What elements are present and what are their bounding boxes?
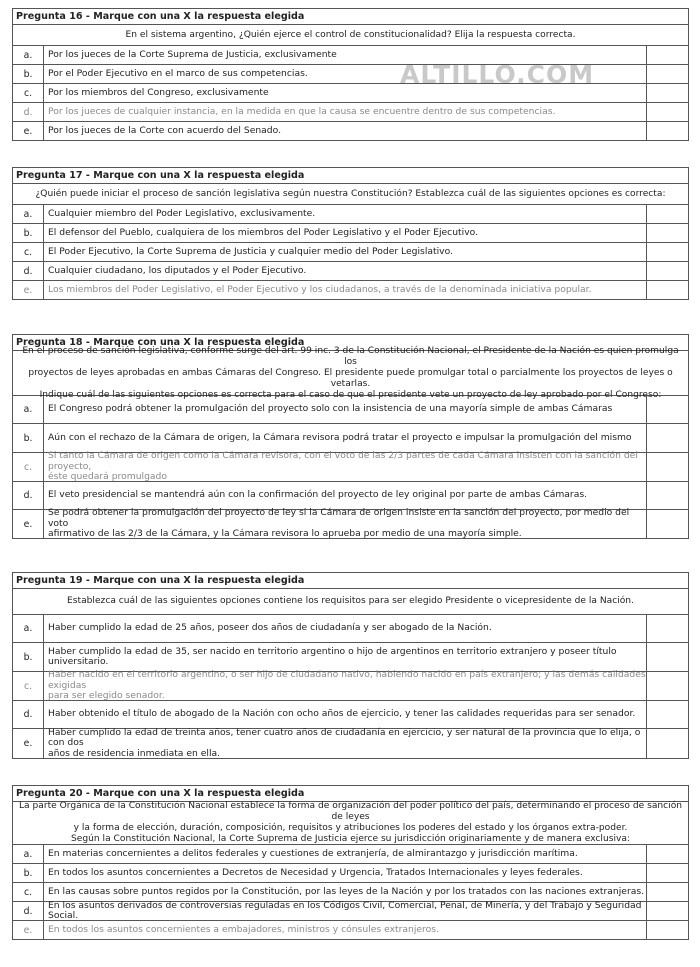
option-line: Se podrá obtener la promulgación del proyecto de ley si la Cámara de origen insiste en la sanción del proyecto, por medio del voto xyxy=(48,507,630,529)
question-prompt xyxy=(13,802,688,845)
answer-checkbox[interactable] xyxy=(647,883,688,901)
question-header: Pregunta 16 - Marque con una X la respuesta elegida xyxy=(13,9,688,25)
answer-row-e[interactable] xyxy=(13,281,688,300)
option-line: El Poder Ejecutivo, la Corte Suprema de Justicia y cualquier medio del Poder Legislativo. xyxy=(48,245,453,257)
option-line: afirmativo de las 2/3 de la Cámara, y la Cámara revisora lo aprueba por medio de una mayoría simple. xyxy=(48,528,522,540)
answer-checkbox[interactable] xyxy=(647,845,688,863)
option-letter: b. xyxy=(13,65,44,83)
answer-checkbox[interactable] xyxy=(647,46,688,64)
option-text xyxy=(44,845,647,863)
option-line: En los asuntos derivados de controversias reguladas en los Códigos Civil, Comercial, Penal, de Minería, y del Trabajo y Seguridad Social. xyxy=(48,899,642,921)
option-text xyxy=(44,507,647,540)
answer-row-a[interactable] xyxy=(13,205,688,224)
answer-checkbox[interactable] xyxy=(647,701,688,728)
option-text xyxy=(44,864,647,882)
option-letter: c. xyxy=(13,243,44,261)
option-line: Haber obtenido el título de abogado de la Nación con ocho años de ejercicio, y tener las calidades requeridas para ser senador. xyxy=(48,708,636,720)
answer-checkbox[interactable] xyxy=(647,615,688,642)
option-line: para ser elegido senador. xyxy=(48,690,165,702)
option-line: Cualquier miembro del Poder Legislativo, exclusivamente. xyxy=(48,207,316,219)
option-line: En todos los asuntos concernientes a embajadores, ministros y cónsules extranjeros. xyxy=(48,923,439,935)
question-prompt xyxy=(13,345,688,400)
option-text xyxy=(44,669,647,702)
answer-checkbox[interactable] xyxy=(647,243,688,261)
prompt-line: En el sistema argentino, ¿Quién ejerce el control de constitucionalidad? Elija la respuesta correcta. xyxy=(125,29,576,40)
answer-row-a[interactable] xyxy=(13,396,688,424)
option-line: Haber cumplido la edad de treinta años, tener cuatro años de ciudadanía en ejercicio, y ser natural de la provincia que lo elija, o con dos xyxy=(48,726,641,749)
option-text xyxy=(44,450,647,483)
question-prompt xyxy=(13,25,688,46)
answer-checkbox[interactable] xyxy=(647,729,688,758)
answer-row-b[interactable] xyxy=(13,864,688,883)
option-line: Haber nacido en el territorio argentino, o ser hijo de ciudadano nativo, habiendo nacido en país extranjero; y las demás calidades exigidas xyxy=(48,669,646,691)
watermark: ALTILLO.COM xyxy=(400,60,595,89)
answer-row-c[interactable] xyxy=(13,243,688,262)
answer-checkbox[interactable] xyxy=(647,84,688,102)
answer-row-c[interactable] xyxy=(13,669,688,702)
prompt-line: En el proceso de sanción legislativa, conforme surge del art. 99 inc. 3 de la Constitución Nacional, el Presidente de la Nación es quien promulga los xyxy=(22,345,679,367)
option-letter: b. xyxy=(13,643,44,671)
option-letter: d. xyxy=(13,482,44,509)
option-letter: c. xyxy=(13,453,44,481)
question-header: Pregunta 18 - Marque con una X la respuesta elegida xyxy=(13,335,688,351)
option-letter: a. xyxy=(13,845,44,863)
answer-checkbox[interactable] xyxy=(647,453,688,481)
option-letter: e. xyxy=(13,921,44,939)
option-text xyxy=(44,46,647,64)
option-text xyxy=(44,205,647,223)
option-text xyxy=(44,615,647,642)
answer-row-e[interactable] xyxy=(13,122,688,141)
option-text xyxy=(44,84,647,102)
option-text xyxy=(44,396,647,423)
prompt-line: La parte Orgánica de la Constitución Nacional establece la forma de organización del poder político del país, determinando el proceso de sanción de leyes xyxy=(18,801,683,822)
question-header: Pregunta 20 - Marque con una X la respuesta elegida xyxy=(13,786,688,802)
option-letter: e. xyxy=(13,122,44,140)
answer-row-d[interactable] xyxy=(13,701,688,729)
answer-checkbox[interactable] xyxy=(647,672,688,700)
answer-checkbox[interactable] xyxy=(647,921,688,939)
answer-checkbox[interactable] xyxy=(647,65,688,83)
answer-checkbox[interactable] xyxy=(647,224,688,242)
option-line: En las causas sobre puntos regidos por la Constitución, por las leyes de la Nación y por los tratados con las naciones extranjeras. xyxy=(48,885,645,897)
prompt-line: Según la Constitución Nacional, la Corte Suprema de Justicia ejerce su jurisdicción originariamente y de manera exclusiva: xyxy=(70,834,630,844)
answer-checkbox[interactable] xyxy=(647,122,688,140)
option-line: Haber cumplido la edad de 35, ser nacido en territorio argentino o hijo de argentinos en territorio extranjero y poseer título universitario. xyxy=(48,645,617,667)
option-line: Por el Poder Ejecutivo en el marco de sus competencias. xyxy=(48,67,308,79)
option-line: Por los jueces de cualquier instancia, en la medida en que la causa se encuentre dentro de sus competencias. xyxy=(48,105,556,117)
answer-row-c[interactable] xyxy=(13,84,688,103)
option-text xyxy=(44,65,647,83)
answer-checkbox[interactable] xyxy=(647,864,688,882)
option-line: Cualquier ciudadano, los diputados y el Poder Ejecutivo. xyxy=(48,264,307,276)
answer-row-c[interactable] xyxy=(13,450,688,483)
option-line: El Congreso podrá obtener la promulgación del proyecto solo con la insistencia de una mayoría simple de ambas Cámaras xyxy=(48,403,613,415)
question-prompt xyxy=(13,589,688,615)
option-letter: c. xyxy=(13,84,44,102)
option-text xyxy=(44,701,647,728)
option-text xyxy=(44,921,647,939)
answer-checkbox[interactable] xyxy=(647,482,688,509)
option-letter: a. xyxy=(13,396,44,423)
answer-row-d[interactable] xyxy=(13,103,688,122)
answer-checkbox[interactable] xyxy=(647,262,688,280)
question-17 xyxy=(12,167,689,300)
question-18 xyxy=(12,334,689,539)
option-line: Por los jueces de la Corte Suprema de Justicia, exclusivamente xyxy=(48,48,337,60)
option-text xyxy=(44,482,647,509)
option-line: Haber cumplido la edad de 25 años, poseer dos años de ciudadanía y ser abogado de la Nación. xyxy=(48,622,492,634)
answer-row-e[interactable] xyxy=(13,726,688,759)
option-line: Si tanto la Cámara de origen como la Cámara revisora, con el voto de las 2/3 partes de cada Cámara insisten con la sanción del proyecto, xyxy=(48,450,638,472)
option-letter: b. xyxy=(13,224,44,242)
prompt-line: Indique cuál de las siguientes opciones es correcta para el caso de que el presidente vete un proyecto de ley aprobado por el Congreso: xyxy=(39,389,662,400)
question-header: Pregunta 19 - Marque con una X la respuesta elegida xyxy=(13,573,688,589)
option-text xyxy=(44,883,647,901)
option-text xyxy=(44,424,647,452)
option-text xyxy=(44,643,647,671)
answer-checkbox[interactable] xyxy=(647,205,688,223)
question-20 xyxy=(12,785,689,940)
option-line: El veto presidencial se mantendrá aún con la confirmación del proyecto de ley original por parte de ambas Cámaras. xyxy=(48,489,588,501)
answer-row-a[interactable] xyxy=(13,845,688,864)
option-letter: e. xyxy=(13,510,44,538)
answer-checkbox[interactable] xyxy=(647,643,688,671)
option-line: Por los jueces de la Corte con acuerdo del Senado. xyxy=(48,124,282,136)
option-letter: c. xyxy=(13,883,44,901)
answer-row-a[interactable] xyxy=(13,615,688,643)
option-letter: e. xyxy=(13,729,44,758)
answer-checkbox[interactable] xyxy=(647,902,688,920)
answer-checkbox[interactable] xyxy=(647,103,688,121)
option-letter: b. xyxy=(13,424,44,452)
prompt-line: Establezca cuál de las siguientes opciones contiene los requisitos para ser elegido Presidente o vicepresidente de la Nación. xyxy=(67,596,634,606)
option-letter: a. xyxy=(13,205,44,223)
option-text xyxy=(44,243,647,261)
answer-checkbox[interactable] xyxy=(647,396,688,423)
option-line: Aún con el rechazo de la Cámara de origen, la Cámara revisora podrá tratar el proyecto e impulsar la promulgación del mismo xyxy=(48,431,632,443)
option-text xyxy=(44,103,647,121)
option-line: Por los miembros del Congreso, exclusivamente xyxy=(48,86,269,98)
option-letter: d. xyxy=(13,902,44,920)
question-prompt xyxy=(13,184,688,205)
prompt-line: ¿Quién puede iniciar el proceso de sanción legislativa según nuestra Constitución? Establezca cuál de las siguientes opciones es correcta: xyxy=(35,188,666,199)
option-letter: c. xyxy=(13,672,44,700)
option-letter: d. xyxy=(13,103,44,121)
question-header: Pregunta 17 - Marque con una X la respuesta elegida xyxy=(13,168,688,184)
answer-row-b[interactable] xyxy=(13,65,688,84)
option-line: En todos los asuntos concernientes a Decretos de Necesidad y Urgencia, Tratados Internacionales y leyes federales. xyxy=(48,866,583,878)
answer-row-d[interactable] xyxy=(13,262,688,281)
option-line: años de residencia inmediata en ella. xyxy=(48,747,221,759)
answer-row-a[interactable] xyxy=(13,46,688,65)
answer-row-d[interactable] xyxy=(13,482,688,510)
option-text xyxy=(44,281,647,299)
option-letter: e. xyxy=(13,281,44,299)
option-text xyxy=(44,262,647,280)
option-line: El defensor del Pueblo, cualquiera de los miembros del Poder Legislativo y el Poder Ejecutivo. xyxy=(48,226,479,238)
answer-checkbox[interactable] xyxy=(647,281,688,299)
prompt-line: y la forma de elección, duración, composición, requisitos y atribuciones los poderes del estado y los órganos extra-poder. xyxy=(73,823,628,833)
prompt-line: proyectos de leyes aprobadas en ambas Cámaras del Congreso. El presidente puede promulgar total o parcialmente los proyectos de leyes o vetarlas. xyxy=(28,367,673,389)
option-text xyxy=(44,899,647,921)
answer-row-b[interactable] xyxy=(13,424,688,453)
option-text xyxy=(44,726,647,759)
option-line: En materias concernientes a delitos federales y cuestiones de extranjería, de almirantazgo y jurisdicción marítima. xyxy=(48,847,578,859)
question-19 xyxy=(12,572,689,759)
answer-row-d[interactable] xyxy=(13,899,688,921)
option-letter: a. xyxy=(13,46,44,64)
option-letter: a. xyxy=(13,615,44,642)
option-line: Los miembros del Poder Legislativo, el Poder Ejecutivo y los ciudadanos, a través de la denominada iniciativa popular. xyxy=(48,283,592,295)
option-text xyxy=(44,224,647,242)
answer-row-e[interactable] xyxy=(13,921,688,940)
question-16 xyxy=(12,8,689,141)
option-letter: b. xyxy=(13,864,44,882)
answer-checkbox[interactable] xyxy=(647,510,688,538)
answer-row-b[interactable] xyxy=(13,643,688,672)
option-text xyxy=(44,122,647,140)
answer-checkbox[interactable] xyxy=(647,424,688,452)
answer-row-b[interactable] xyxy=(13,224,688,243)
option-letter: d. xyxy=(13,701,44,728)
option-letter: d. xyxy=(13,262,44,280)
option-line: éste quedará promulgado xyxy=(48,471,167,483)
answer-row-e[interactable] xyxy=(13,507,688,540)
